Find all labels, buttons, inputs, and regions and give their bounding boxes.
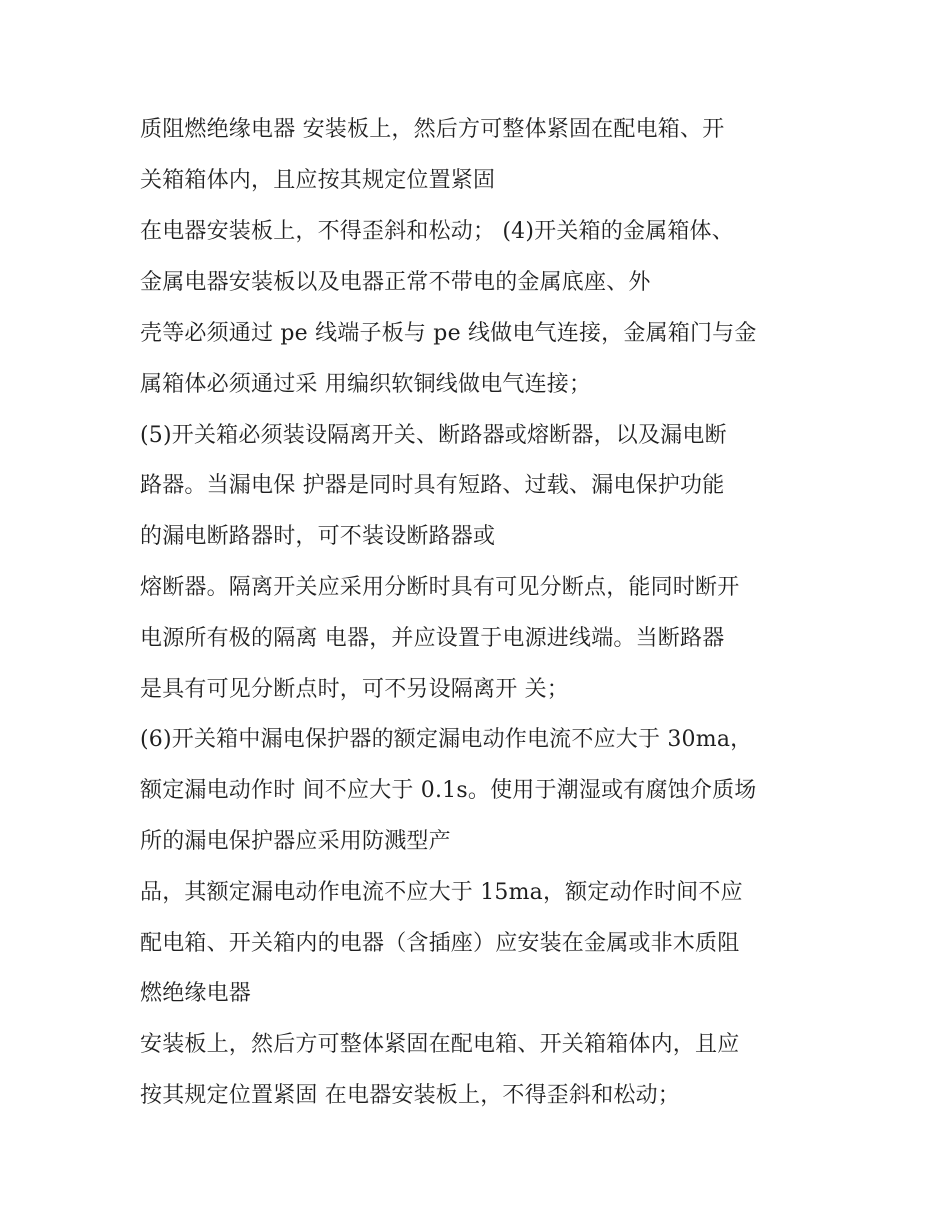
text-line: 按其规定位置紧固 在电器安装板上，不得歪斜和松动； — [140, 1083, 680, 1108]
text-line: 金属电器安装板以及电器正常不带电的金属底座、外 — [140, 270, 651, 295]
text-line: 路器。当漏电保 护器是同时具有短路、过载、漏电保护功能 — [140, 473, 725, 498]
text-line: (6)开关箱中漏电保护器的额定漏电动作电流不应大于 30ma， — [140, 727, 753, 752]
text-line: 质阻燃绝缘电器 安装板上，然后方可整体紧固在配电箱、开 — [140, 117, 725, 142]
text-line: 所的漏电保护器应采用防溅型产 — [140, 829, 451, 854]
text-line: 在电器安装板上，不得歪斜和松动； (4)开关箱的金属箱体、 — [140, 219, 734, 244]
text-line: 额定漏电动作时 间不应大于 0.1s。使用于潮湿或有腐蚀介质场 — [140, 778, 757, 803]
text-line: 燃绝缘电器 — [140, 981, 252, 1006]
text-line: 品，其额定漏电动作电流不应大于 15ma，额定动作时间不应 — [140, 880, 743, 905]
text-line: 配电箱、开关箱内的电器（含插座）应安装在金属或非木质阻 — [140, 931, 740, 956]
text-line: 安装板上，然后方可整体紧固在配电箱、开关箱箱体内，且应 — [140, 1032, 740, 1057]
text-line: 熔断器。隔离开关应采用分断时具有可见分断点，能同时断开 — [140, 575, 740, 600]
text-line: 关箱箱体内，且应按其规定位置紧固 — [140, 168, 496, 193]
text-line: 壳等必须通过 pe 线端子板与 pe 线做电气连接，金属箱门与金 — [140, 321, 757, 346]
text-line: (5)开关箱必须装设隔离开关、断路器或熔断器，以及漏电断 — [140, 423, 727, 448]
text-line: 的漏电断路器时，可不装设断路器或 — [140, 524, 496, 549]
text-line: 电源所有极的隔离 电器，并应设置于电源进线端。当断路器 — [140, 626, 725, 651]
text-line: 是具有可见分断点时，可不另设隔离开 关； — [140, 677, 569, 702]
text-line: 属箱体必须通过采 用编织软铜线做电气连接； — [140, 372, 592, 397]
